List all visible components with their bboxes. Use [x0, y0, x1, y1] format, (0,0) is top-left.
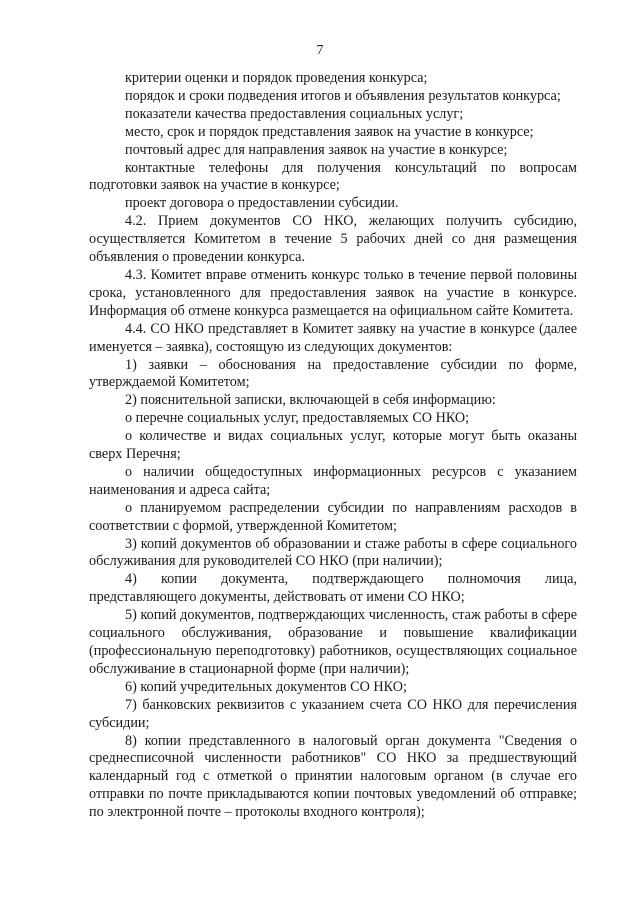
paragraph-contest-criteria: критерии оценки и порядок проведения конкурса; [125, 70, 428, 86]
sub-item-services-list: о перечне социальных услуг, предоставляемых СО НКО; [125, 410, 470, 427]
paragraph-quality-indicators: показатели качества предоставления социальных услуг; [125, 105, 464, 122]
paragraph-submission-place: место, срок и порядок представления заявок на участие в конкурсе; [125, 123, 534, 140]
sub-item-info-resources: о наличии общедоступных информационных ресурсов с указанием наименования и адреса сайта; [89, 463, 577, 498]
sub-item-services-extra: о количестве и видах социальных услуг, которые могут быть оказаны сверх Перечня; [89, 428, 577, 463]
paragraph-contact-phones: контактные телефоны для получения консультаций по вопросам подготовки заявок на участие в конкурсе; [89, 159, 577, 194]
list-item-3: 3) копий документов об образовании и стаже работы в сфере социального обслуживания для руководителей СО НКО (при наличии); [89, 535, 577, 570]
list-item-6: 6) копий учредительных документов СО НКО; [125, 678, 407, 695]
paragraph-draft-contract: проект договора о предоставлении субсидии. [125, 195, 399, 212]
paragraph-4-2: 4.2. Прием документов СО НКО, желающих получить субсидию, осуществляется Комитетом в течение 5 рабочих дней со дня размещения объявления о проведении конкурса. [89, 213, 577, 266]
sub-item-subsidy-distribution: о планируемом распределении субсидии по направлениям расходов в соответствии с формой, утвержденной Комитетом; [89, 499, 577, 534]
paragraph-4-4: 4.4. СО НКО представляет в Комитет заявку на участие в конкурсе (далее именуется – заявка), состоящую из следующих документов: [89, 320, 577, 355]
list-item-2: 2) пояснительной записки, включающей в себя информацию: [125, 392, 496, 409]
list-item-7: 7) банковских реквизитов с указанием счета СО НКО для перечисления субсидии; [89, 696, 577, 731]
list-item-4: 4) копии документа, подтверждающего полномочия лица, представляющего документы, действовать от имени СО НКО; [89, 571, 577, 606]
page-number: 7 [316, 43, 324, 58]
paragraph-results-procedure: порядок и сроки подведения итогов и объявления результатов конкурса; [125, 87, 561, 104]
list-item-1: 1) заявки – обоснования на предоставление субсидии по форме, утверждаемой Комитетом; [89, 356, 577, 391]
paragraph-4-3: 4.3. Комитет вправе отменить конкурс только в течение первой половины срока, установленного для предоставления заявок на участие в конкурсе. Информация об отмене конкурса размещается на официальном сайте Комитета. [89, 266, 577, 319]
paragraph-postal-address: почтовый адрес для направления заявок на участие в конкурсе; [125, 141, 508, 158]
list-item-8: 8) копии представленного в налоговый орган документа "Сведения о среднесписочной численности работников" СО НКО за предшествующий календарный год с отметкой о принятии налоговым органом (в случае его отправки по почте прикладываются копии почтовых уведомлений об отправке; по электронной почте – протоколы входного контроля); [89, 732, 577, 821]
document-body [89, 70, 577, 822]
list-item-5: 5) копий документов, подтверждающих численность, стаж работы в сфере социального обслуживания, образование и повышение квалификации (профессиональную переподготовку) работников, осуществляющих социальное обслуживание в стационарной форме (при наличии); [89, 607, 577, 677]
